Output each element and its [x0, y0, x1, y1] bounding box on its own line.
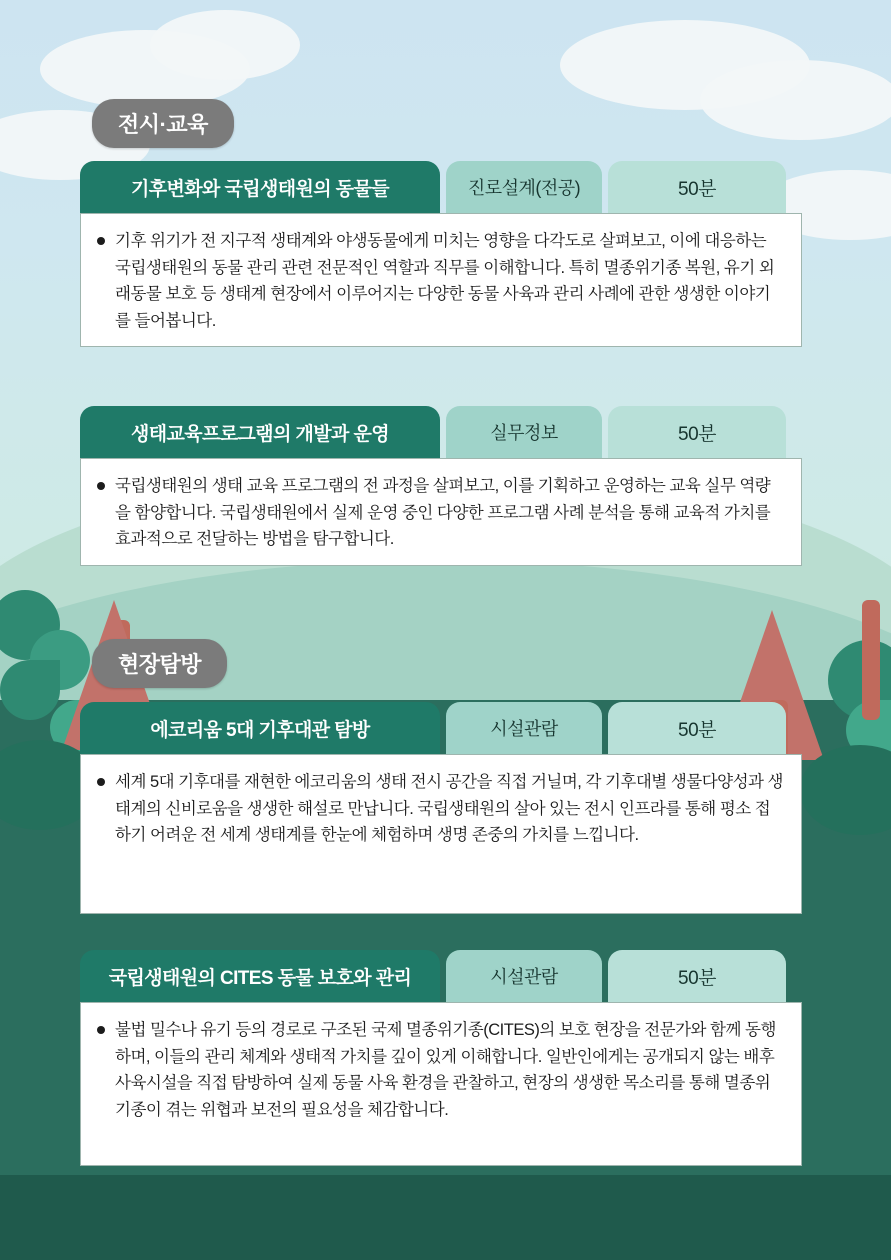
program-title: 에코리움 5대 기후대관 탐방	[80, 702, 440, 754]
program-card	[80, 161, 802, 347]
bullet-icon	[97, 778, 105, 786]
program-duration: 50분	[608, 161, 786, 213]
program-description: 세계 5대 기후대를 재현한 에코리움의 생태 전시 공간을 직접 거닐며, 각 기후대별 생물다양성과 생태계의 신비로움을 생생한 해설로 만납니다. 국립생태원의 살아 있는 전시 인프라를 통해 평소 접하기 어려운 전 세계 생태계를 한눈에 체험하며 생명 존중의 가치를 느낍니다.	[115, 773, 783, 845]
section-chip-exhibit-education: 전시·교육	[92, 99, 234, 148]
program-card-header	[80, 950, 802, 1002]
program-title: 국립생태원의 CITES 동물 보호와 관리	[80, 950, 440, 1002]
program-card	[80, 702, 802, 914]
program-tag: 시설관람	[446, 702, 602, 754]
program-title: 기후변화와 국립생태원의 동물들	[80, 161, 440, 213]
program-description-box	[80, 754, 802, 914]
bullet-icon	[97, 482, 105, 490]
program-card-header	[80, 161, 802, 213]
program-description: 기후 위기가 전 지구적 생태계와 야생동물에게 미치는 영향을 다각도로 살펴보고, 이에 대응하는 국립생태원의 동물 관리 관련 전문적인 역할과 직무를 이해합니다. 특히 멸종위기종 복원, 유기 외래동물 보호 등 생태계 현장에서 이루어지는 다양한 동물 사육과 관리 사례에 관한 생생한 이야기를 들어봅니다.	[115, 232, 775, 331]
bullet-icon	[97, 237, 105, 245]
program-card	[80, 950, 802, 1166]
program-duration: 50분	[608, 702, 786, 754]
program-card-header	[80, 702, 802, 754]
program-tag: 실무정보	[446, 406, 602, 458]
program-title: 생태교육프로그램의 개발과 운영	[80, 406, 440, 458]
program-duration: 50분	[608, 950, 786, 1002]
bullet-icon	[97, 1026, 105, 1034]
program-card-header	[80, 406, 802, 458]
program-tag: 시설관람	[446, 950, 602, 1002]
program-description: 국립생태원의 생태 교육 프로그램의 전 과정을 살펴보고, 이를 기획하고 운영하는 교육 실무 역량을 함양합니다. 국립생태원에서 실제 운영 중인 다양한 프로그램 사례 분석을 통해 교육적 가치를 효과적으로 전달하는 방법을 탐구합니다.	[115, 477, 775, 549]
program-description-box	[80, 213, 802, 347]
program-duration: 50분	[608, 406, 786, 458]
program-tag: 진로설계(전공)	[446, 161, 602, 213]
program-description-box	[80, 1002, 802, 1166]
program-card	[80, 406, 802, 566]
section-chip-field-trip: 현장탐방	[92, 639, 227, 688]
program-description: 불법 밀수나 유기 등의 경로로 구조된 국제 멸종위기종(CITES)의 보호 현장을 전문가와 함께 동행하며, 이들의 관리 체계와 생태적 가치를 깊이 있게 이해합니다. 일반인에게는 공개되지 않는 배후 사육시설을 직접 탐방하여 실제 동물 사육 환경을 관찰하고, 현장의 생생한 목소리를 통해 멸종위기종이 겪는 위협과 보전의 필요성을 체감합니다.	[115, 1021, 779, 1120]
program-description-box	[80, 458, 802, 566]
